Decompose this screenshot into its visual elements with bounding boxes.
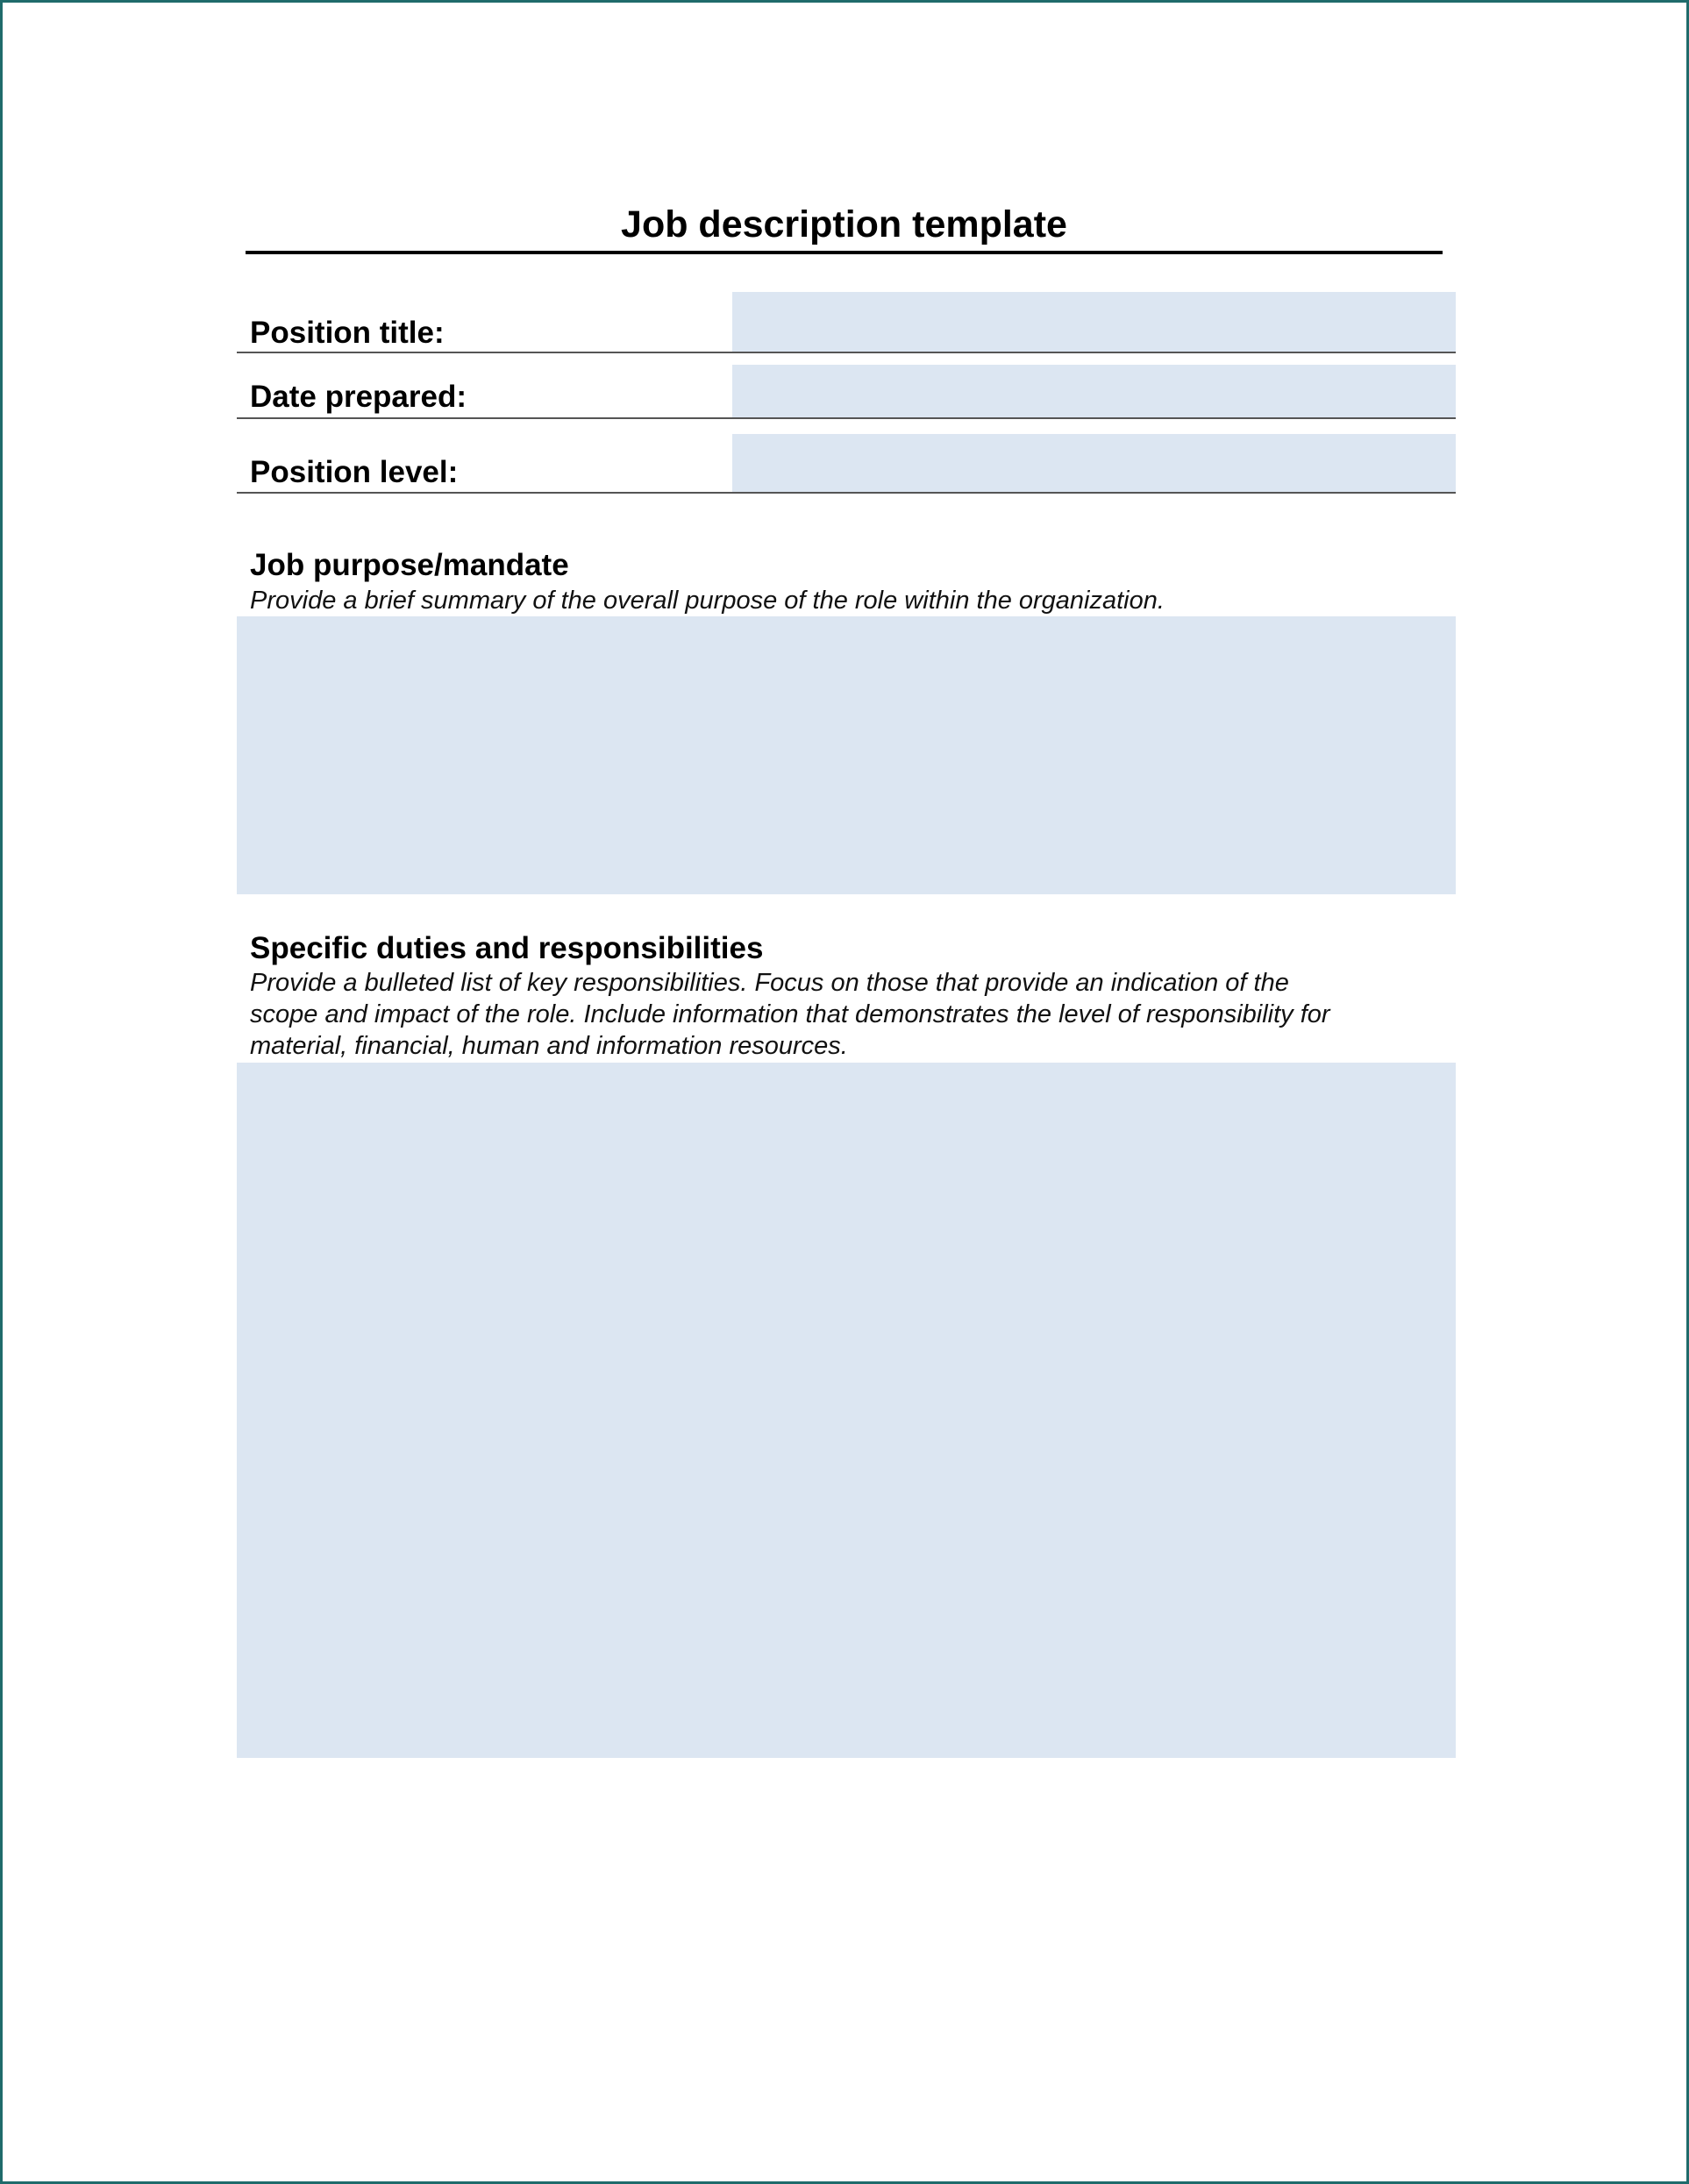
job-purpose-description [250, 585, 1451, 616]
position-title-input[interactable] [732, 292, 1456, 352]
position-title-label: Position title: [250, 316, 445, 350]
date-prepared-label: Date prepared: [250, 380, 467, 414]
duties-description-line: scope and impact of the role. Include information that demonstrates the level of responsibility for [250, 1000, 1330, 1028]
document-title: Job description template [621, 203, 1067, 245]
position-level-label: Position level: [250, 455, 459, 489]
title-underline [246, 251, 1443, 254]
position-level-input[interactable] [732, 434, 1456, 492]
position-title-underline [237, 352, 1456, 353]
date-prepared-underline [237, 417, 1456, 419]
job-purpose-heading: Job purpose/mandate [250, 548, 569, 582]
duties-description [250, 967, 1451, 1062]
job-purpose-description-line: Provide a brief summary of the overall purpose of the role within the organization. [250, 587, 1165, 615]
position-level-underline [237, 492, 1456, 494]
duties-heading: Specific duties and responsibilities [250, 931, 764, 965]
job-purpose-textarea[interactable] [237, 616, 1456, 894]
duties-description-line: material, financial, human and information resources. [250, 1032, 848, 1060]
duties-textarea[interactable] [237, 1063, 1456, 1758]
duties-description-line: Provide a bulleted list of key responsibilities. Focus on those that provide an indication of the [250, 969, 1289, 997]
date-prepared-input[interactable] [732, 365, 1456, 417]
